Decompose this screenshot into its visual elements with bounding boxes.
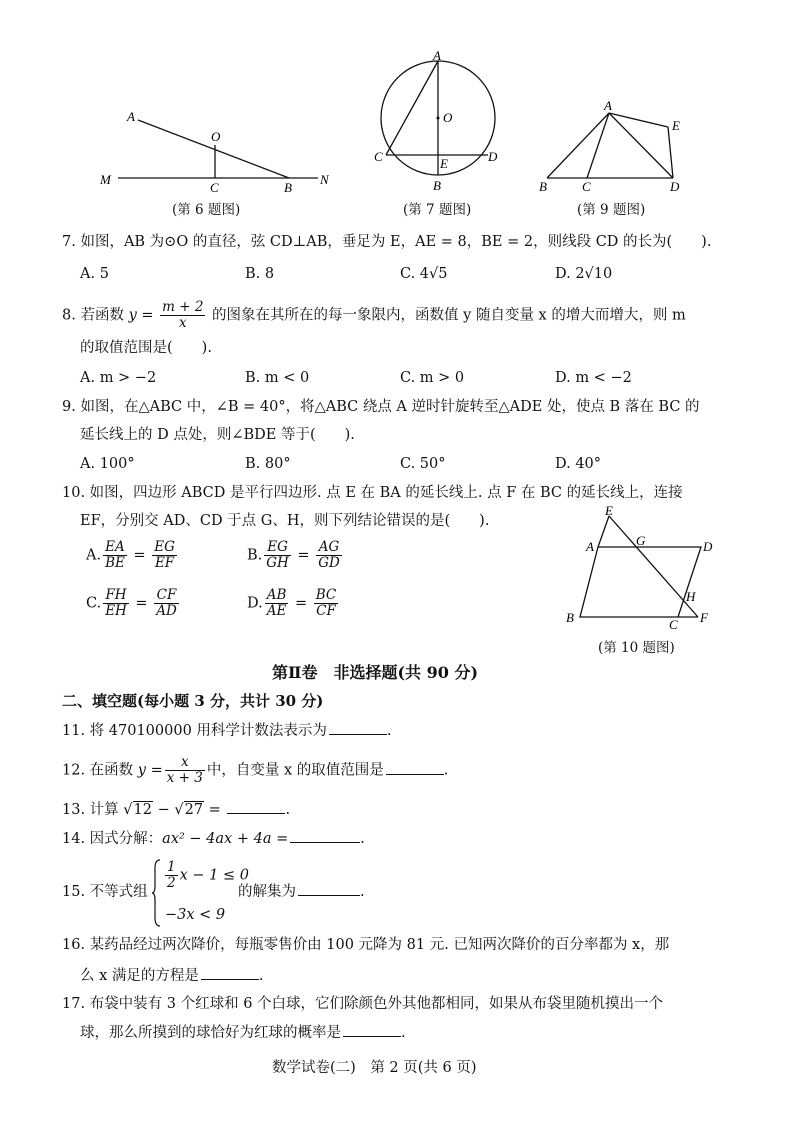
frac-num: EG [264, 540, 291, 556]
frac-num: AG [316, 540, 342, 556]
label-a: A [604, 100, 612, 113]
label-b: B [284, 180, 292, 195]
frac-den: EH [105, 603, 127, 619]
answer-blank [227, 799, 285, 814]
q9-option-c: C. 50° [400, 456, 446, 472]
q7-stem: 7. 如图，AB 为⊙O 的直径，弦 CD⊥AB，垂足为 E，AE = 8，BE = 2，则线段 CD 的长为( ). [62, 234, 712, 250]
label-c: C [210, 180, 219, 195]
figure-6 [90, 95, 340, 195]
label-b: B [539, 179, 547, 194]
label-d: D [703, 539, 713, 554]
segment-ac [587, 113, 609, 178]
q15-post-text: 的解集为 [238, 884, 296, 900]
label-o: O [211, 129, 221, 144]
q15-half [165, 860, 178, 891]
center-point [437, 117, 440, 120]
q11 [62, 720, 392, 742]
q10-option-letter: B. [247, 547, 263, 564]
q8-fraction [160, 300, 205, 331]
label-m: M [100, 172, 111, 187]
radicand: 12 [133, 802, 152, 818]
q16-line1: 16. 某药品经过两次降价，每瓶零售价由 100 元降为 81 元. 已知两次降价的百分率都为 x，那 [62, 937, 670, 953]
q9-stem-line1: 9. 如图，在△ABC 中，∠B = 40°，将△ABC 绕点 A 逆时针旋转至△ADE 处，使点 B 落在 BC 的 [62, 399, 700, 415]
label-a: A [586, 539, 594, 554]
q10-stem-line2: EF，分别交 AD、CD 于点 G、H，则下列结论错误的是( ). [80, 513, 490, 529]
q16-line2 [80, 965, 264, 987]
q9-option-a: A. 100° [80, 456, 135, 472]
q8-option-a: A. m > −2 [80, 370, 157, 386]
sqrt-27: √27 [174, 802, 204, 818]
label-a: A [433, 50, 441, 63]
q10-option-letter: A. [86, 547, 102, 564]
q11-end: . [386, 723, 392, 739]
segment-ae [609, 113, 668, 127]
answer-blank [329, 720, 387, 735]
caption-fig10: (第 10 题图) [598, 640, 675, 656]
q10-b-right [316, 540, 342, 571]
q10-option-c: C. $\frac{FH}{EH}$ = $\frac{CF}{AD}$ [86, 587, 177, 619]
frac-den: BE [105, 555, 125, 571]
q12-post: 中，自变量 x 的取值范围是 [206, 762, 384, 779]
label-f: F [700, 610, 708, 625]
answer-blank [298, 881, 360, 896]
answer-blank [343, 1022, 401, 1037]
q10-c-right [154, 588, 179, 619]
label-c: C [374, 149, 383, 164]
q7-option-a: A. 5 [80, 266, 109, 282]
segment-ed [668, 127, 673, 178]
label-d: D [670, 179, 680, 194]
q15-post [238, 881, 365, 903]
frac-den: x + 3 [166, 770, 203, 786]
label-b: B [433, 178, 441, 193]
segment-ef [609, 516, 698, 617]
q12-pre: 12. 在函数 [62, 762, 134, 779]
q15-pre: 15. 不等式组 [62, 884, 148, 900]
q9-stem-line2: 延长线上的 D 点处，则∠BDE 等于( ). [80, 427, 355, 443]
label-h: H [686, 589, 696, 604]
q7-option-d: D. 2√10 [555, 266, 613, 282]
q14 [62, 828, 365, 850]
q8-num: 8. 若函数 [62, 307, 124, 324]
q10-option-letter: D. [247, 595, 263, 612]
frac-num: CF [154, 588, 179, 604]
part2-title: 第Ⅱ卷 非选择题(共 90 分) [272, 663, 479, 682]
q14-expr: ax² − 4ax + 4a = [162, 831, 289, 847]
q10-b-left [264, 540, 291, 571]
frac-num: AB [266, 587, 287, 603]
q8-stem [62, 300, 686, 331]
parallelogram-abcd [580, 547, 701, 617]
label-c: C [582, 179, 591, 194]
q12-fraction [165, 755, 205, 786]
q8-frac-den: x [178, 315, 187, 331]
radicand: 27 [184, 802, 204, 818]
label-g: G [636, 533, 646, 548]
segment-ab [547, 113, 609, 178]
q17-line1: 17. 布袋中装有 3 个红球和 6 个白球，它们除颜色外其他都相同，如果从布袋里随机摸出一个 [62, 996, 664, 1012]
label-e: E [605, 505, 613, 518]
answer-blank [201, 965, 259, 980]
q12-y: y = [137, 762, 163, 779]
q10-option-b: B. $\frac{EG}{GH}$ = $\frac{AG}{GD}$ [247, 539, 340, 571]
q15-brace [152, 858, 162, 928]
label-d: D [488, 149, 498, 164]
q8-frac-num: m + 2 [162, 299, 204, 315]
q14-pre: 14. 因式分解： [62, 831, 163, 847]
frac-den: 2 [167, 875, 176, 891]
segment-ea [598, 516, 609, 547]
frac-num: 1 [167, 859, 176, 875]
segment-ad [609, 113, 673, 178]
q15-ineq1 [163, 860, 249, 891]
label-a: A [127, 109, 135, 124]
figure-9 [530, 100, 700, 195]
q8-option-b: B. m < 0 [245, 370, 310, 386]
q17-line2-text: 球，那么所摸到的球恰好为红球的概率是 [80, 1025, 341, 1041]
label-e: E [440, 156, 448, 171]
q10-d-left [265, 588, 289, 619]
frac-den: EF [154, 555, 175, 571]
q14-end: . [360, 831, 365, 847]
label-o: O [443, 110, 453, 125]
page-footer: 数学试卷(二) 第 2 页(共 6 页) [272, 1060, 477, 1076]
minus-sign: − [152, 802, 175, 818]
q15-ineq1-rest: x − 1 ≤ 0 [179, 867, 249, 884]
figure-10 [560, 505, 720, 635]
q8-option-d: D. m < −2 [555, 370, 632, 386]
frac-den: GD [318, 555, 340, 571]
q8-y: y = [128, 307, 154, 324]
label-c: C [669, 617, 678, 632]
caption-fig7: (第 7 题图) [403, 202, 472, 218]
frac-num: FH [103, 588, 129, 604]
q15-end: . [360, 884, 365, 900]
answer-blank [290, 828, 360, 843]
q15-ineq2: −3x < 9 [165, 907, 226, 923]
q9-option-d: D. 40° [555, 456, 602, 472]
answer-blank [386, 760, 444, 775]
frac-den: AD [156, 603, 177, 619]
q10-d-right [314, 588, 339, 619]
q7-option-b: B. 8 [245, 266, 275, 282]
q9-option-b: B. 80° [245, 456, 291, 472]
frac-den: AE [266, 603, 287, 619]
q7-option-c: C. 4√5 [400, 266, 448, 282]
frac-den: CF [316, 603, 336, 619]
sqrt-12: √12 [123, 802, 152, 818]
frac-den: GH [266, 555, 289, 571]
q17-line2 [80, 1022, 406, 1044]
equals-sign: = [204, 802, 226, 818]
q8-stem-line2: 的取值范围是( ). [80, 340, 212, 356]
q13-pre: 13. 计算 [62, 802, 119, 818]
segment-ac [386, 61, 438, 155]
q12 [62, 755, 448, 786]
q10-a-right [152, 540, 177, 571]
q10-c-left [103, 588, 129, 619]
frac-num: BC [315, 587, 337, 603]
q10-option-a: A. $\frac{EA}{BE}$ = $\frac{EG}{EF}$ [86, 539, 175, 571]
label-e: E [672, 118, 680, 133]
label-n: N [320, 172, 329, 187]
frac-num: EG [154, 539, 175, 555]
frac-num: EA [103, 540, 127, 556]
q13 [62, 799, 290, 821]
q10-option-d: D. $\frac{AB}{AE}$ = $\frac{BC}{CF}$ [247, 587, 337, 619]
q8-stem-rest: 的图象在其所在的每一象限内，函数值 y 随自变量 x 的增大而增大，则 m [212, 307, 686, 324]
q8-option-c: C. m > 0 [400, 370, 465, 386]
q17-end: . [401, 1025, 406, 1041]
q10-option-letter: C. [86, 595, 102, 612]
section2-title: 二、填空题(每小题 3 分，共计 30 分) [62, 692, 324, 710]
q10-stem-line1: 10. 如图，四边形 ABCD 是平行四边形. 点 E 在 BA 的延长线上. 点 F 在 BC 的延长线上，连接 [62, 485, 683, 501]
figure-7 [370, 50, 510, 195]
label-b: B [566, 610, 574, 625]
frac-num: x [165, 755, 205, 771]
q11-text: 11. 将 470100000 用科学计数法表示为 [62, 723, 327, 739]
caption-fig6: (第 6 题图) [172, 202, 241, 218]
q16-end: . [258, 968, 264, 984]
q12-end: . [443, 762, 449, 779]
q16-line2-text: 么 x 满足的方程是 [80, 968, 199, 984]
q13-end: . [285, 802, 291, 818]
q10-a-left [103, 540, 127, 571]
caption-fig9: (第 9 题图) [577, 202, 646, 218]
